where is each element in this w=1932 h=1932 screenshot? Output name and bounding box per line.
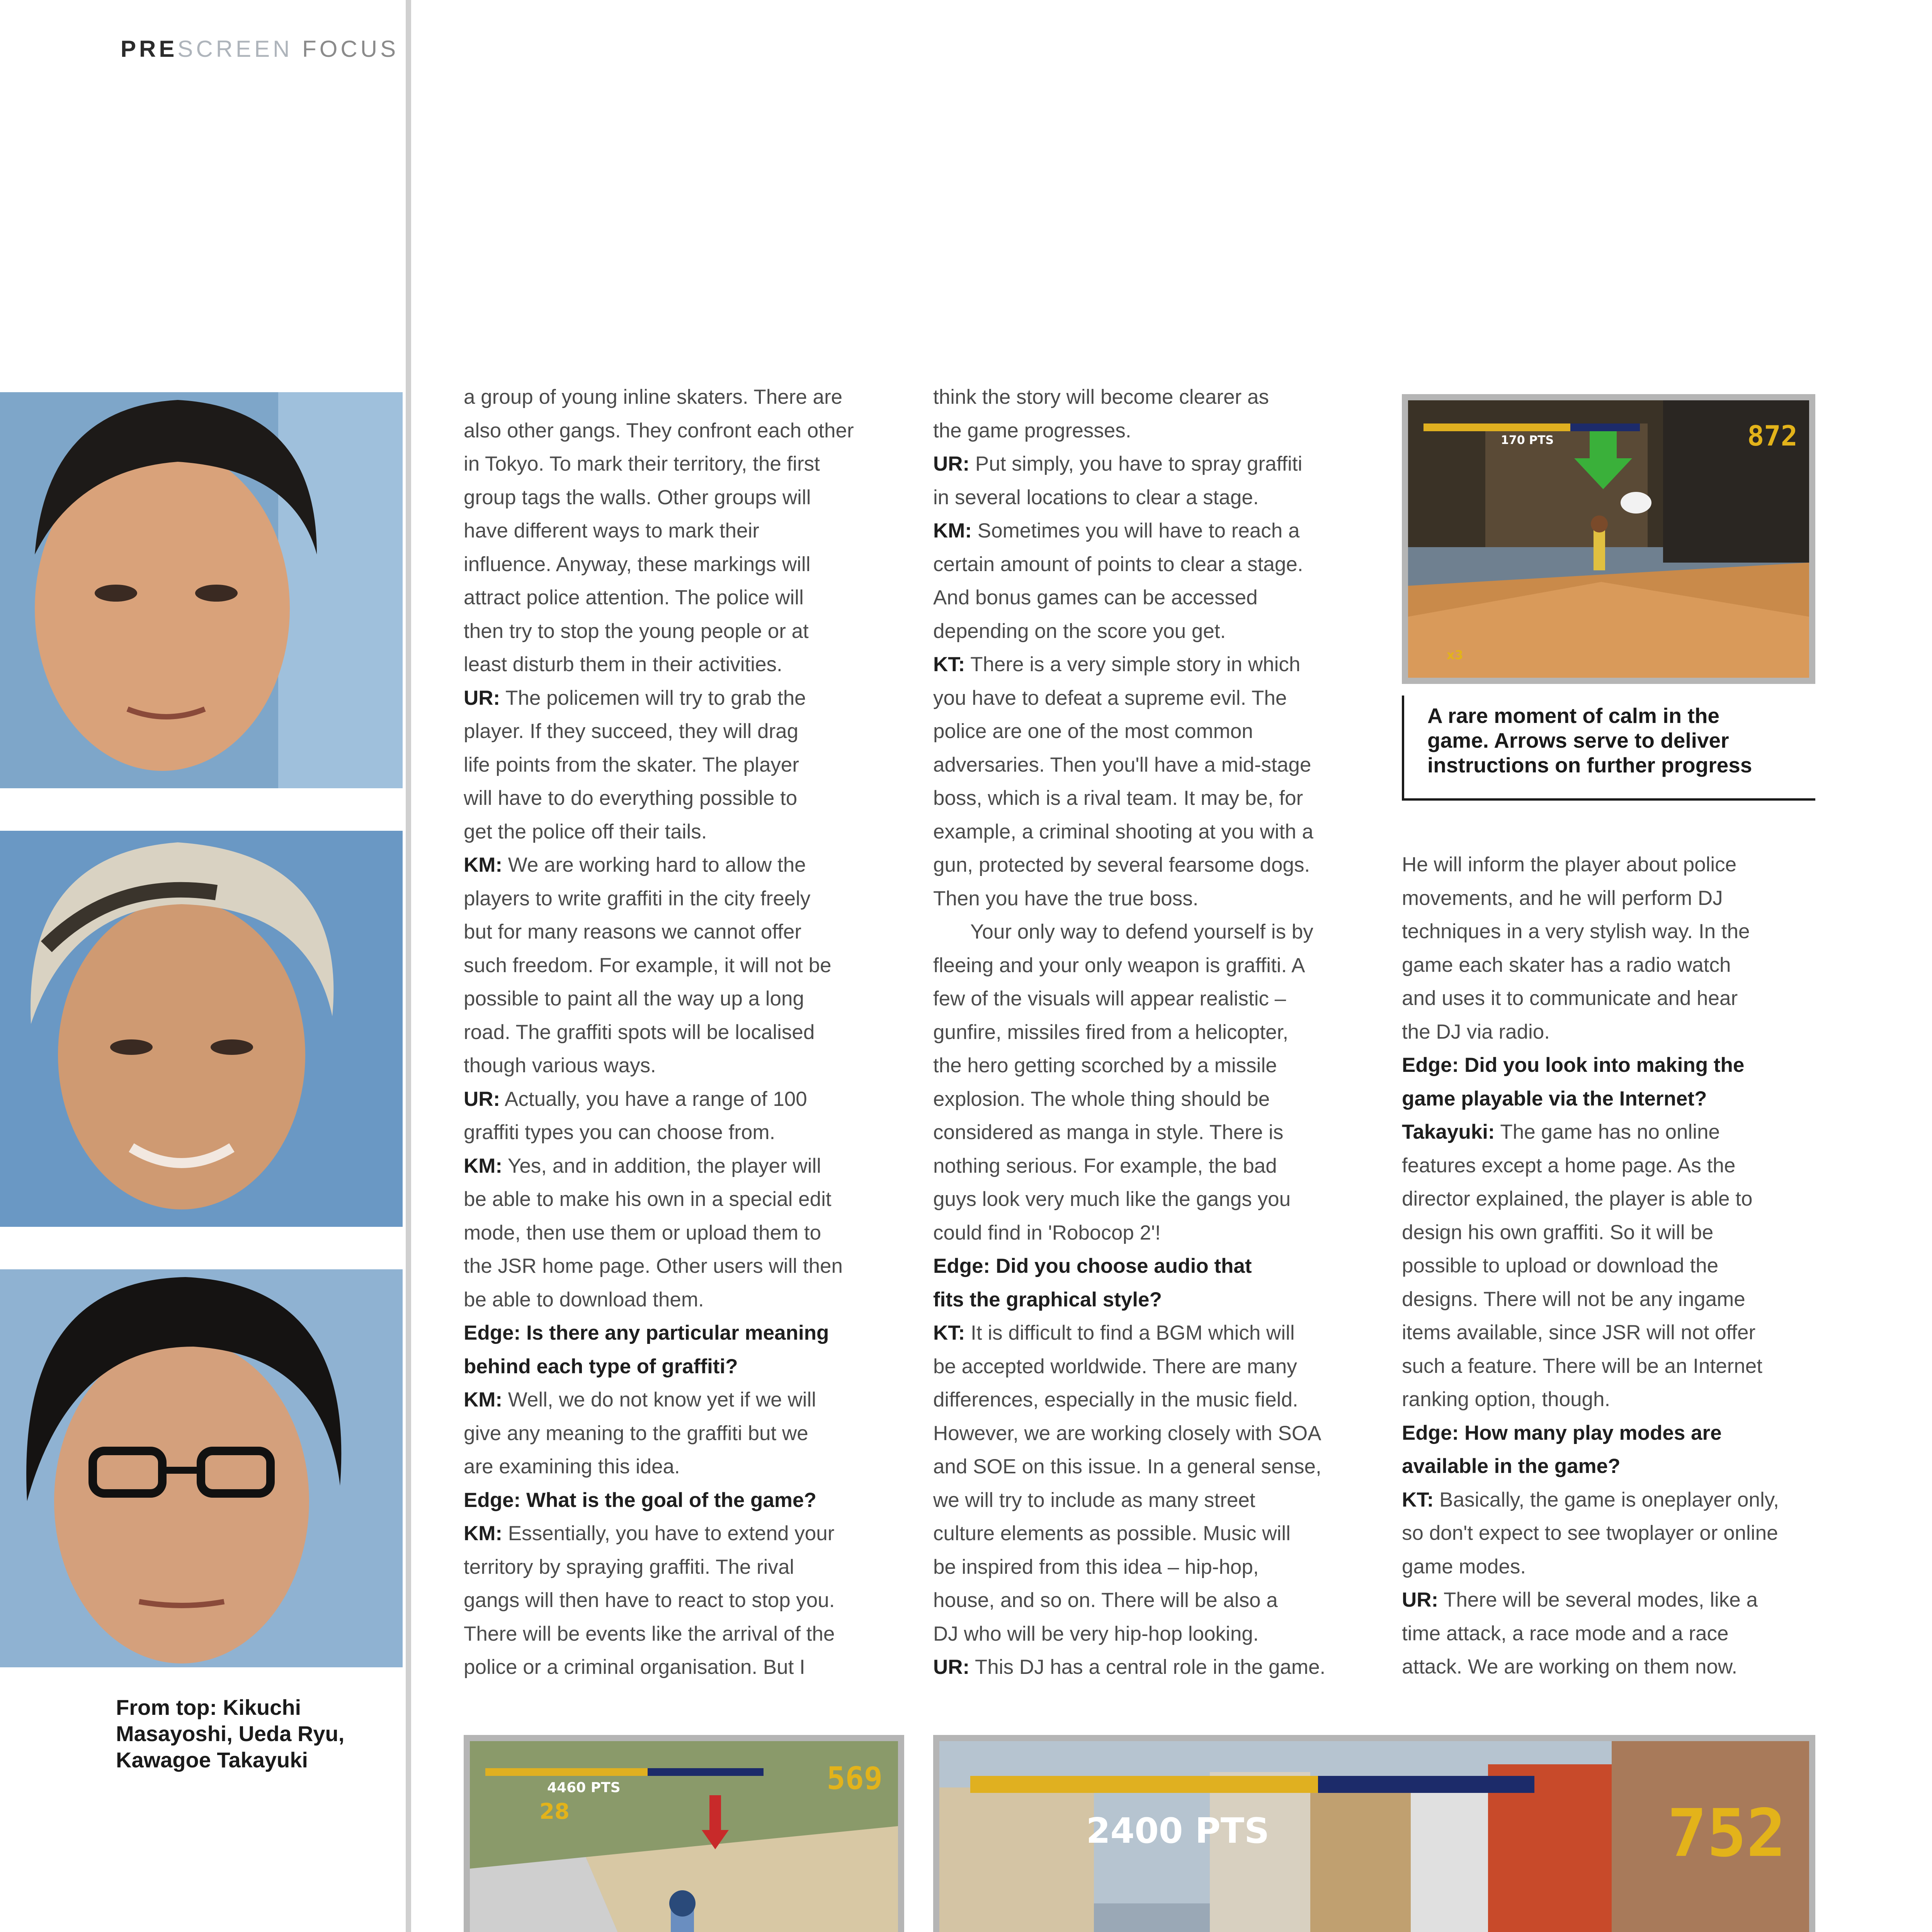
body-line <box>464 1216 885 1250</box>
question-line: behind each type of graffiti? <box>464 1355 738 1378</box>
body-line <box>1402 982 1823 1015</box>
body-line <box>933 715 1354 748</box>
body-line <box>464 1283 885 1317</box>
body-line <box>933 1417 1354 1451</box>
line-text: least disturb them in their activities. <box>464 653 782 676</box>
body-line <box>933 1350 1354 1384</box>
question-line: Edge: What is the goal of the game? <box>464 1488 816 1512</box>
line-text: Essentially, you have to extend your <box>502 1522 835 1545</box>
line-text: and uses it to communicate and hear <box>1402 987 1738 1010</box>
caption-box-top-right <box>1402 696 1815 801</box>
line-text: ranking option, though. <box>1402 1388 1611 1411</box>
line-text: possible to upload or download the <box>1402 1254 1719 1277</box>
body-line <box>933 1551 1354 1584</box>
body-line <box>464 1450 885 1484</box>
line-text: the JSR home page. Other users will then <box>464 1255 843 1277</box>
line-text: This DJ has a central role in the game. <box>969 1656 1326 1679</box>
body-line <box>933 1016 1354 1049</box>
speaker-label: UR: <box>933 1656 970 1679</box>
speaker-label: KM: <box>464 1154 503 1177</box>
line-text: in Tokyo. To mark their territory, the first <box>464 452 820 475</box>
points-readout: 170 PTS <box>1501 434 1554 447</box>
line-text: boss, which is a rival team. It may be, for <box>933 787 1303 810</box>
body-line <box>464 882 885 916</box>
line-text: group tags the walls. Other groups will <box>464 486 811 509</box>
line-text: the game progresses. <box>933 419 1131 442</box>
line-text: There will be several modes, like a <box>1438 1588 1758 1611</box>
body-line <box>933 1150 1354 1183</box>
line-text: Basically, the game is oneplayer only, <box>1434 1488 1779 1511</box>
body-line <box>464 949 885 983</box>
body-line <box>464 1250 885 1283</box>
body-line <box>933 1183 1354 1216</box>
question-line: Edge: How many play modes are <box>1402 1421 1722 1444</box>
speaker-label: UR: <box>1402 1588 1439 1611</box>
body-line <box>464 715 885 748</box>
question-line: Edge: Did you choose audio that <box>933 1255 1252 1277</box>
body-line <box>464 447 885 481</box>
sidebar-divider <box>406 0 411 1932</box>
section-header-pre: PRE <box>121 36 178 62</box>
line-text: though various ways. <box>464 1054 656 1077</box>
line-text: player. If they succeed, they will drag <box>464 720 799 743</box>
line-text: game modes. <box>1402 1555 1526 1578</box>
line-text: Yes, and in addition, the player will <box>502 1154 821 1177</box>
body-line <box>933 1049 1354 1083</box>
line-text: gun, protected by several fearsome dogs. <box>933 854 1310 876</box>
line-text: Put simply, you have to spray graffiti <box>969 452 1303 475</box>
body-line <box>933 1216 1354 1250</box>
score-counter: 569 <box>827 1760 883 1796</box>
body-line <box>464 1116 885 1150</box>
line-text: we will try to include as many street <box>933 1488 1255 1512</box>
line-text: be able to make his own in a special edit <box>464 1188 832 1211</box>
speaker-label: KM: <box>464 854 503 876</box>
combo-counter: 28 <box>539 1799 570 1824</box>
line-text: considered as manga in style. There is <box>933 1121 1284 1144</box>
body-line <box>464 1617 885 1651</box>
body-line <box>933 748 1354 782</box>
body-line <box>933 1584 1354 1617</box>
body-line <box>464 1383 885 1417</box>
body-line <box>933 1651 1354 1684</box>
line-text: designs. There will not be any ingame <box>1402 1287 1745 1311</box>
line-text: so don't expect to see twoplayer or online <box>1402 1522 1778 1544</box>
body-line <box>933 481 1354 515</box>
body-line <box>933 548 1354 582</box>
line-text: such freedom. For example, it will not be <box>464 954 832 977</box>
lives-counter: x3 <box>1447 648 1463 662</box>
body-line <box>464 381 885 414</box>
body-line <box>464 849 885 882</box>
body-line <box>933 1383 1354 1417</box>
body-line <box>933 782 1354 815</box>
line-text: adversaries. Then you'll have a mid-stage <box>933 753 1311 776</box>
line-text: but for many reasons we cannot offer <box>464 920 802 943</box>
body-line <box>933 381 1354 414</box>
body-line <box>1402 915 1823 949</box>
line-text: you have to defeat a supreme evil. The <box>933 686 1287 709</box>
speaker-label: UR: <box>464 686 500 709</box>
question-line: available in the game? <box>1402 1455 1621 1478</box>
line-text: And bonus games can be accessed <box>933 586 1258 609</box>
body-line <box>1402 1249 1823 1283</box>
line-text: be accepted worldwide. There are many <box>933 1355 1297 1378</box>
line-text: mode, then use them or upload them to <box>464 1221 821 1244</box>
body-line <box>464 682 885 715</box>
body-line <box>464 481 885 515</box>
body-line <box>1402 1116 1823 1149</box>
line-text: will have to do everything possible to <box>464 787 798 810</box>
line-text: could find in 'Robocop 2'! <box>933 1221 1161 1244</box>
speaker-label: UR: <box>464 1087 500 1111</box>
body-line <box>1402 1350 1823 1383</box>
section-header <box>121 36 399 62</box>
article-column-2 <box>933 381 1354 1684</box>
line-text: The game has no online <box>1495 1121 1720 1143</box>
speaker-label: KM: <box>464 1388 503 1411</box>
line-text: a group of young inline skaters. There are <box>464 386 843 408</box>
body-line <box>933 1316 1354 1350</box>
speaker-label: KT: <box>933 1321 965 1344</box>
article-column-1 <box>464 381 885 1684</box>
line-text: in several locations to clear a stage. <box>933 486 1259 509</box>
question-line: Edge: Did you look into making the <box>1402 1054 1745 1077</box>
body-line <box>1402 882 1823 915</box>
line-text: be inspired from this idea – hip-hop, <box>933 1555 1259 1578</box>
body-line <box>933 1116 1354 1150</box>
line-text: and SOE on this issue. In a general sense, <box>933 1455 1321 1478</box>
body-line <box>464 982 885 1016</box>
body-line <box>933 414 1354 448</box>
line-text: house, and so on. There will be also a <box>933 1589 1278 1612</box>
line-text: be able to download them. <box>464 1288 704 1311</box>
body-line <box>933 1450 1354 1484</box>
line-text: then try to stop the young people or at <box>464 619 809 643</box>
portrait-ueda <box>0 831 403 1227</box>
body-line <box>1402 1550 1823 1584</box>
body-line <box>464 782 885 815</box>
body-line <box>1402 1650 1823 1684</box>
body-line <box>1402 1583 1823 1617</box>
speaker-label: Takayuki: <box>1402 1121 1495 1143</box>
line-text: design his own graffiti. So it will be <box>1402 1221 1714 1244</box>
body-line <box>464 514 885 548</box>
screenshot-grind <box>464 1735 904 1932</box>
body-line <box>464 1083 885 1116</box>
caption-top-right: A rare moment of calm in the game. Arrows serve to deliver instructions on further progress <box>1427 704 1752 777</box>
body-line <box>933 982 1354 1016</box>
line-text: attract police attention. The police will <box>464 586 804 609</box>
body-line <box>464 548 885 582</box>
body-line <box>933 1083 1354 1116</box>
body-line <box>464 1183 885 1216</box>
question-line: Edge: Is there any particular meaning <box>464 1321 829 1344</box>
line-text: road. The graffiti spots will be localised <box>464 1020 815 1044</box>
line-text: have different ways to mark their <box>464 519 759 542</box>
body-line <box>464 1150 885 1183</box>
line-text: differences, especially in the music field. <box>933 1388 1298 1411</box>
line-text: gangs will then have to react to stop you. <box>464 1589 835 1612</box>
body-line <box>464 615 885 648</box>
line-text: the DJ via radio. <box>1402 1020 1550 1043</box>
line-text: features except a home page. As the <box>1402 1154 1736 1177</box>
line-text: There will be events like the arrival of the <box>464 1622 835 1645</box>
line-text: such a feature. There will be an Internet <box>1402 1354 1762 1378</box>
line-text: techniques in a very stylish way. In the <box>1402 920 1750 943</box>
line-text: guys look very much like the gangs you <box>933 1188 1291 1211</box>
body-line <box>933 1484 1354 1517</box>
body-line <box>1402 1483 1823 1517</box>
body-line <box>933 514 1354 548</box>
line-text: He will inform the player about police <box>1402 853 1737 876</box>
body-line <box>933 447 1354 481</box>
body-line <box>933 682 1354 715</box>
body-line <box>933 648 1354 682</box>
body-line <box>1402 949 1823 982</box>
body-line <box>1402 1015 1823 1049</box>
line-text: culture elements as possible. Music will <box>933 1522 1291 1545</box>
line-text: graffiti types you can choose from. <box>464 1121 776 1144</box>
speaker-label: KM: <box>464 1522 503 1545</box>
body-line <box>464 1417 885 1451</box>
question-line: game playable via the Internet? <box>1402 1087 1707 1110</box>
speaker-label: KM: <box>933 519 972 542</box>
line-text: life points from the skater. The player <box>464 753 799 776</box>
question-line: fits the graphical style? <box>933 1288 1162 1311</box>
body-line <box>1402 1383 1823 1417</box>
line-text: few of the visuals will appear realistic – <box>933 987 1286 1010</box>
line-text: movements, and he will perform DJ <box>1402 886 1723 910</box>
article-column-3 <box>1402 848 1823 1684</box>
points-readout: 2400 PTS <box>1086 1811 1270 1851</box>
body-line <box>464 1016 885 1049</box>
body-line <box>464 581 885 615</box>
score-counter: 752 <box>1667 1795 1786 1872</box>
paragraph-line: Your only way to defend yourself is by <box>970 920 1313 943</box>
line-text: certain amount of points to clear a stage. <box>933 553 1303 576</box>
body-line <box>933 1617 1354 1651</box>
line-text: think the story will become clearer as <box>933 386 1269 408</box>
body-line <box>464 915 885 949</box>
line-text: director explained, the player is able to <box>1402 1187 1753 1210</box>
line-text: Then you have the true boss. <box>933 887 1199 910</box>
screenshot-calm-moment <box>1402 394 1815 684</box>
line-text: also other gangs. They confront each other <box>464 419 854 442</box>
line-text: explosion. The whole thing should be <box>933 1087 1270 1111</box>
line-text: fleeing and your only weapon is graffiti. A <box>933 954 1305 977</box>
line-text: players to write graffiti in the city freely <box>464 887 811 910</box>
line-text: influence. Anyway, these markings will <box>464 553 811 576</box>
line-text: territory by spraying graffiti. The rival <box>464 1555 794 1578</box>
body-line <box>1402 848 1823 882</box>
body-line <box>933 849 1354 882</box>
line-text: possible to paint all the way up a long <box>464 987 804 1010</box>
body-line <box>1402 1617 1823 1651</box>
body-line <box>1402 1316 1823 1350</box>
line-text: police are one of the most common <box>933 720 1253 743</box>
body-line <box>933 815 1354 849</box>
speaker-label: KT: <box>933 653 965 676</box>
line-text: time attack, a race mode and a race <box>1402 1622 1729 1645</box>
body-line <box>464 1049 885 1083</box>
line-text: The policemen will try to grab the <box>500 686 806 709</box>
portrait-kawagoe <box>0 1269 403 1667</box>
body-line <box>933 882 1354 916</box>
line-text: get the police off their tails. <box>464 820 707 843</box>
line-text: Well, we do not know yet if we will <box>502 1388 816 1411</box>
body-line <box>464 1651 885 1684</box>
score-counter: 872 <box>1747 420 1798 452</box>
section-header-focus: FOCUS <box>293 36 399 62</box>
line-text: attack. We are working on them now. <box>1402 1655 1738 1678</box>
body-line <box>464 648 885 682</box>
body-line <box>1402 1182 1823 1216</box>
body-line <box>1402 1149 1823 1183</box>
line-text: give any meaning to the graffiti but we <box>464 1422 808 1445</box>
speaker-label: UR: <box>933 452 970 475</box>
line-text: example, a criminal shooting at you with a <box>933 820 1313 843</box>
portrait-kikuchi <box>0 392 403 788</box>
speaker-label: KT: <box>1402 1488 1434 1511</box>
body-line <box>933 581 1354 615</box>
line-text: game each skater has a radio watch <box>1402 953 1731 976</box>
body-line <box>1402 1216 1823 1250</box>
points-readout: 4460 PTS <box>547 1780 621 1796</box>
line-text: We are working hard to allow the <box>502 854 806 876</box>
screenshot-police-chase <box>933 1735 1815 1932</box>
line-text: gunfire, missiles fired from a helicopter, <box>933 1020 1289 1044</box>
body-line <box>464 815 885 849</box>
body-line <box>464 1551 885 1584</box>
line-text: DJ who will be very hip-hop looking. <box>933 1622 1259 1645</box>
line-text: Sometimes you will have to reach a <box>972 519 1300 542</box>
body-line <box>1402 1517 1823 1550</box>
line-text: There is a very simple story in which <box>965 653 1301 676</box>
line-text: the hero getting scorched by a missile <box>933 1054 1277 1077</box>
line-text: are examining this idea. <box>464 1455 680 1478</box>
body-line <box>464 1517 885 1551</box>
body-line <box>933 615 1354 648</box>
line-text: Actually, you have a range of 100 <box>500 1087 807 1111</box>
body-line <box>464 1584 885 1617</box>
section-header-screen: SCREEN <box>177 36 293 62</box>
portraits-caption: From top: Kikuchi Masayoshi, Ueda Ryu, Kawagoe Takayuki <box>116 1695 345 1772</box>
line-text: It is difficult to find a BGM which will <box>965 1321 1295 1344</box>
body-line <box>1402 1283 1823 1316</box>
line-text: nothing serious. For example, the bad <box>933 1154 1277 1177</box>
line-text: depending on the score you get. <box>933 619 1226 643</box>
line-text: However, we are working closely with SOA <box>933 1422 1321 1445</box>
line-text: police or a criminal organisation. But I <box>464 1656 805 1679</box>
body-line <box>464 748 885 782</box>
body-line <box>464 414 885 448</box>
body-line <box>933 1517 1354 1551</box>
body-line <box>933 949 1354 983</box>
line-text: items available, since JSR will not offer <box>1402 1321 1756 1344</box>
